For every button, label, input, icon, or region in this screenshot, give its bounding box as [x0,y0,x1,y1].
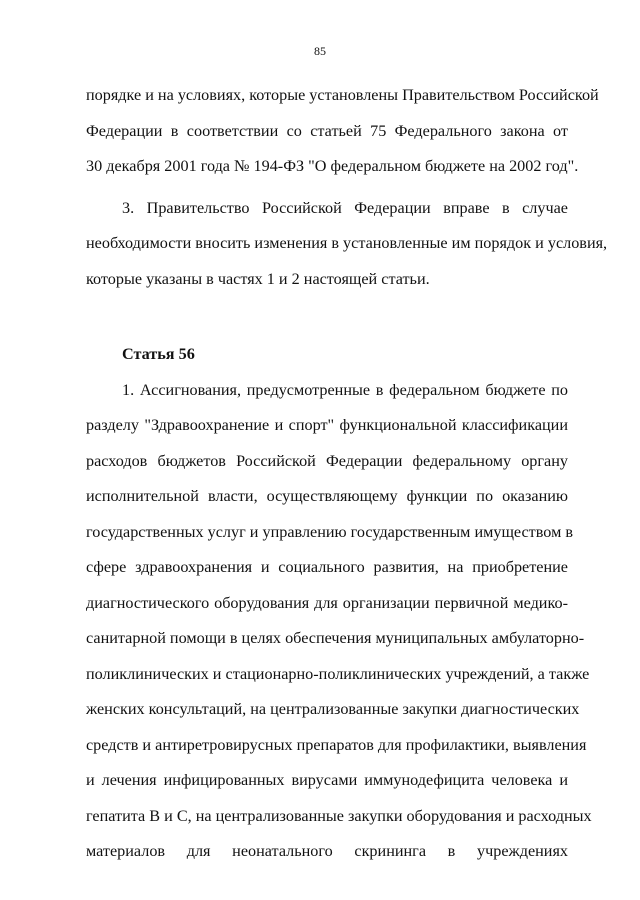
text-line: государственных услуг и управлению государственным имуществом в [86,522,574,541]
paragraph-article-56-part-1 [86,373,592,870]
text-line: женских консультаций, на централизованные закупки диагностических [86,700,580,718]
text-line: исполнительной власти, осуществляющему функции по оказанию [86,487,568,505]
text-line: порядке и на условиях, которые установлены Правительством Российской [86,86,599,104]
document-body [86,78,608,870]
paragraph-continuation [86,78,599,185]
text-line: 1. Ассигнования, предусмотренные в федеральном бюджете по [122,380,568,399]
text-line: необходимости вносить изменения в установленные им порядок и условия, [86,234,608,252]
text-line: поликлинических и стационарно-поликлинических учреждений, а также [86,664,590,683]
article-heading: Статья 56 [122,345,195,363]
text-line: 3. Правительство Российской Федерации вправе в случае [122,198,568,217]
text-line: средств и антиретровирусных препаратов для профилактики, выявления [86,735,587,754]
text-line: разделу "Здравоохранение и спорт" функциональной классификации [86,416,568,434]
text-line: санитарной помощи в целях обеспечения муниципальных амбулаторно- [86,629,585,647]
text-line: расходов бюджетов Российской Федерации федеральному органу [86,451,568,470]
page-number: 85 [314,44,326,58]
text-line: и лечения инфицированных вирусами иммунодефицита человека и [86,771,568,789]
text-line: диагностического оборудования для организации первичной медико- [86,593,568,612]
text-line: Федерации в соответствии со статьей 75 Федерального закона от [86,121,568,140]
text-line: которые указаны в частях 1 и 2 настоящей статьи. [86,269,430,288]
paragraph-part-3 [86,191,608,298]
text-line: гепатита В и С, на централизованные закупки оборудования и расходных [86,806,592,825]
text-line: материалов для неонатального скрининга в учреждениях [86,842,568,860]
text-line: 30 декабря 2001 года № 194-ФЗ "О федеральном бюджете на 2002 год". [86,157,579,175]
text-line: сфере здравоохранения и социального развития, на приобретение [86,558,568,576]
